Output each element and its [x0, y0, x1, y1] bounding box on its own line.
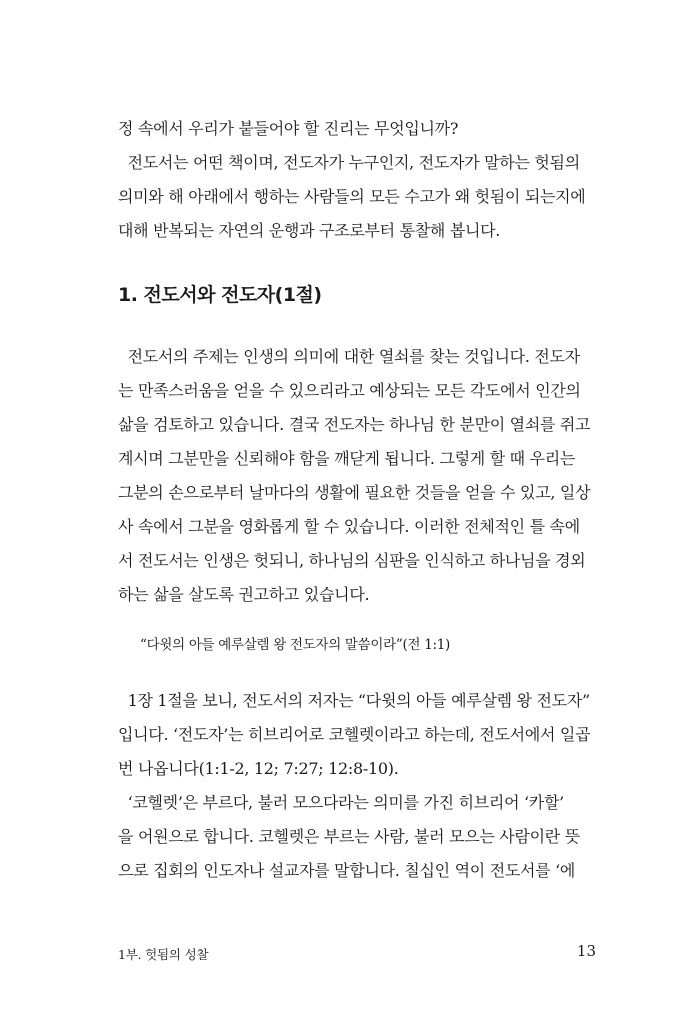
- intro-line: 의미와 해 아래에서 행하는 사람들의 모든 수고가 왜 헛됨이 되는지에: [118, 187, 586, 206]
- paragraph-line: 는 만족스러움을 얻을 수 있으리라고 예상되는 모든 각도에서 인간의: [118, 381, 581, 400]
- paragraph-line: 을 어원으로 합니다. 코헬렛은 부르는 사람, 불러 모으는 사람이란 뜻: [118, 827, 580, 846]
- paragraph-line: 서 전도서는 인생은 헛되니, 하나님의 심판을 인식하고 하나님을 경외: [118, 551, 586, 570]
- scripture-quote: “다윗의 아들 예루살렘 왕 전도자의 말씀이라”(전 1:1): [140, 637, 450, 653]
- paragraph-line: 삶을 검토하고 있습니다. 결국 전도자는 하나님 한 분만이 열쇠를 쥐고: [118, 415, 591, 434]
- paragraph-line: 계시며 그분만을 신뢰해야 함을 깨닫게 됩니다. 그렇게 할 때 우리는: [118, 449, 576, 468]
- running-footer: 1부. 헛됨의 성찰: [118, 947, 209, 962]
- intro-line: 전도서는 어떤 책이며, 전도자가 누구인지, 전도자가 말하는 헛됨의: [118, 153, 580, 172]
- paragraph-line: ‘코헬렛’은 부르다, 불러 모으다라는 의미를 가진 히브리어 ‘카할’: [118, 793, 564, 812]
- intro-line: 정 속에서 우리가 붙들어야 할 진리는 무엇입니까?: [118, 119, 459, 138]
- paragraph-line: 하는 삶을 살도록 권고하고 있습니다.: [118, 585, 370, 604]
- paragraph-line: 으로 집회의 인도자나 설교자를 말합니다. 칠십인 역이 전도서를 ‘에: [118, 861, 576, 880]
- paragraph-line: 그분의 손으로부터 날마다의 생활에 필요한 것들을 얻을 수 있고, 일상: [118, 483, 591, 502]
- section-heading: 1. 전도서와 전도자(1절): [118, 284, 322, 306]
- intro-line: 대해 반복되는 자연의 운행과 구조로부터 통찰해 봅니다.: [118, 221, 501, 240]
- paragraph-line: 번 나옵니다(1:1-2, 12; 7:27; 12:8-10).: [118, 759, 399, 778]
- paragraph-line: 전도서의 주제는 인생의 의미에 대한 열쇠를 찾는 것입니다. 전도자: [118, 347, 580, 366]
- paragraph-line: 사 속에서 그분을 영화롭게 할 수 있습니다. 이러한 전체적인 틀 속에: [118, 517, 580, 536]
- page-number: 13: [576, 942, 596, 960]
- paragraph-line: 입니다. ‘전도자’는 히브리어로 코헬렛이라고 하는데, 전도서에서 일곱: [118, 725, 591, 744]
- paragraph-line: 1장 1절을 보니, 전도서의 저자는 “다윗의 아들 예루살렘 왕 전도자”: [118, 691, 590, 710]
